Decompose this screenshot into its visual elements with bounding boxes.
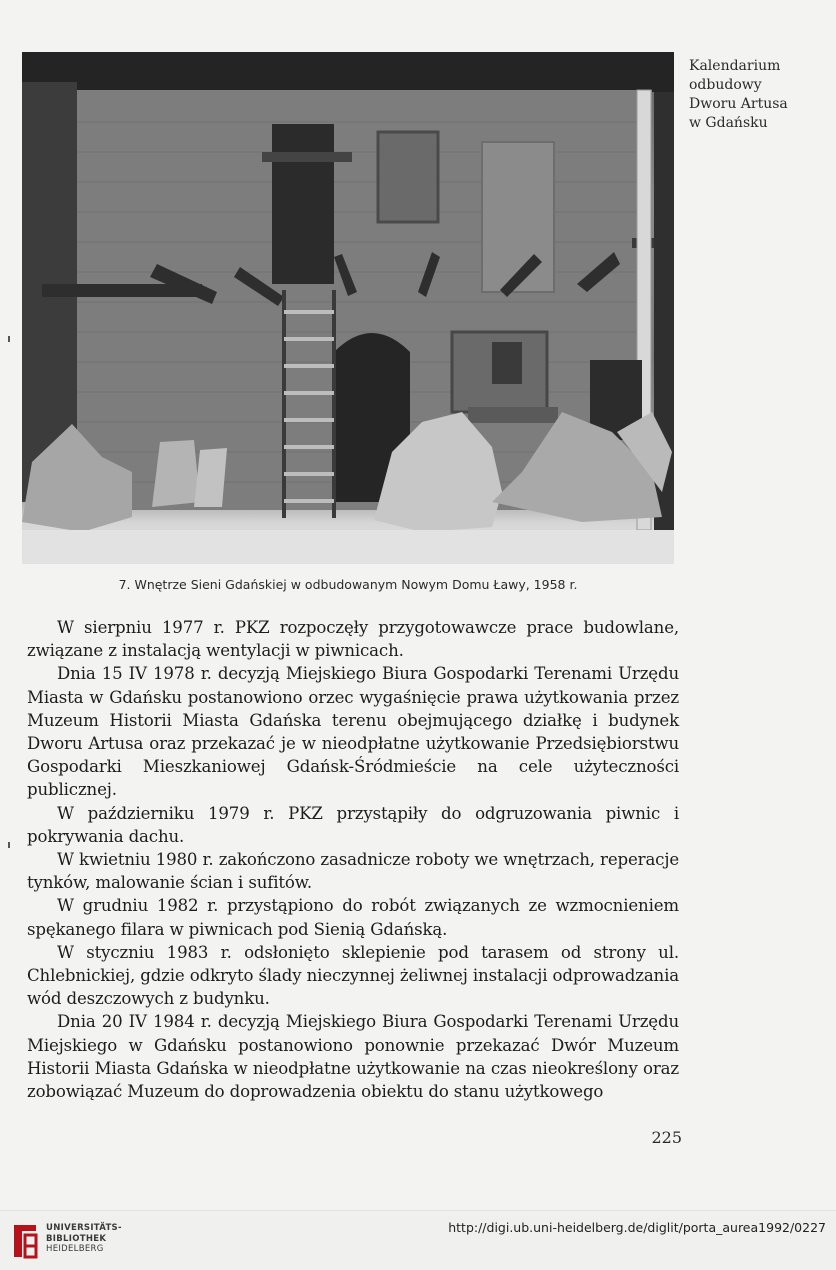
paragraph: W październiku 1979 r. PKZ przystąpiły do odgruzowania piwnic i pokrywania dachu. [27,803,679,846]
margin-mark [8,336,10,342]
body-text [27,616,679,1103]
library-name-line: UNIVERSITÄTS- [46,1223,122,1233]
margin-heading-line: Dworu Artusa [689,96,788,112]
viewer-footer [0,1210,836,1270]
margin-heading-line: Kalendarium [689,58,781,74]
figure-caption: 7. Wnętrze Sieni Gdańskiej w odbudowanym Nowym Domu Ławy, 1958 r. [118,577,578,592]
library-name [46,1223,122,1255]
university-library-logo-icon [10,1221,40,1261]
paragraph: W styczniu 1983 r. odsłonięto sklepienie pod tarasem od strony ul. Chlebnickiej, gdzie odkryto ślady nieczynnej żeliwnej instalacji odprowadzania wód deszczowych z budynku. [27,942,679,1009]
source-url-link[interactable]: http://digi.ub.uni-heidelberg.de/diglit/porta_aurea1992/0227 [448,1220,826,1235]
page-number: 225 [651,1128,682,1147]
paragraph: Dnia 15 IV 1978 r. decyzją Miejskiego Biura Gospodarki Terenami Urzędu Miasta w Gdańsku postanowiono orzec wygaśnięcie prawa użytkowania przez Muzeum Historii Miasta Gdańska terenu obejmującego działkę i budynek Dworu Artusa oraz przekazać je w nieodpłatne użytkowanie Przedsiębiorstwu Gospodarki Mieszkaniowej Gdańsk-Śródmieście na cele użyteczności publicznej. [27,664,679,800]
margin-heading-line: odbudowy [689,77,762,93]
paragraph: W sierpniu 1977 r. PKZ rozpoczęły przygotowawcze prace budowlane, związane z instalacją wentylacji w piwnicach. [27,618,679,661]
margin-heading [689,57,829,133]
paragraph: W kwietniu 1980 r. zakończono zasadnicze roboty we wnętrzach, reperacje tynków, malowanie ścian i sufitów. [27,850,679,893]
photo-illustration [22,52,674,564]
paragraph: W grudniu 1982 r. przystąpiono do robót związanych ze wzmocnieniem spękanego filara w piwnicach pod Sienią Gdańską. [27,896,679,939]
margin-mark [8,842,10,848]
library-name-line: BIBLIOTHEK [46,1233,107,1244]
paragraph: Dnia 20 IV 1984 r. decyzją Miejskiego Biura Gospodarki Terenami Urzędu Miejskiego w Gdańsku postanowiono ponownie przekazać Dwór Muzeum Historii Miasta Gdańska w nieodpłatne użytkowanie na czas nieokreślony oraz zobowiązać Muzeum do doprowadzenia obiektu do stanu użytkowego [27,1012,679,1102]
margin-heading-line: w Gdańsku [689,115,768,131]
archival-photograph [22,52,674,564]
library-name-line: HEIDELBERG [46,1244,104,1254]
